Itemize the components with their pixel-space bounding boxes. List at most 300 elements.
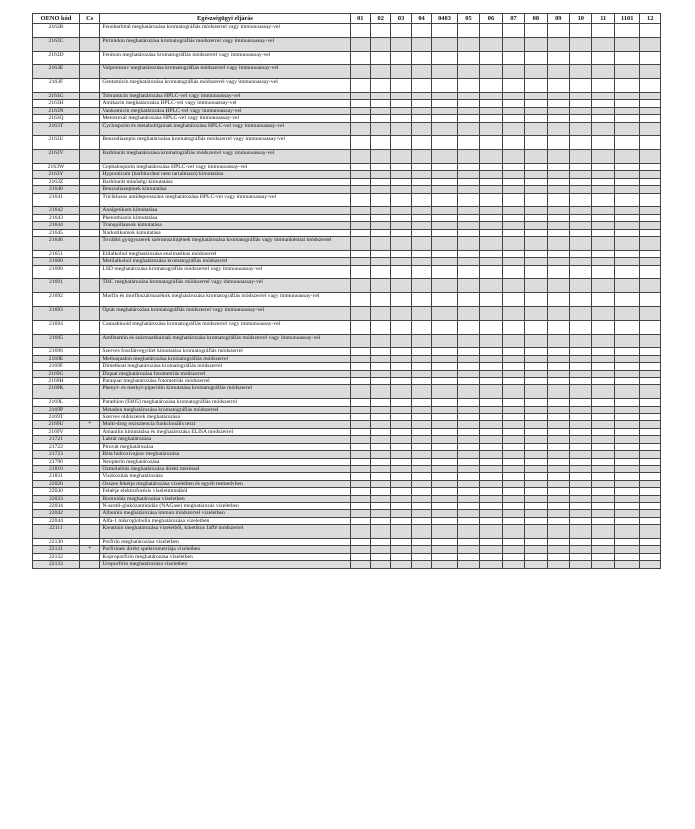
procedure-code: 22132 [33,553,80,560]
procedure-code: 2163W [33,164,80,171]
specialty-cell-02 [370,480,390,487]
specialty-cell-10 [570,355,592,362]
specialty-cell-06 [480,436,502,443]
specialty-cell-09 [547,502,569,509]
specialty-cell-07 [502,250,524,257]
specialty-cell-1101 [614,385,640,399]
procedure-code: 22111 [33,525,80,539]
specialty-cell-1101 [614,279,640,293]
specialty-cell-08 [525,517,547,524]
specialty-cell-01 [350,385,370,399]
specialty-cell-05 [457,229,479,236]
procedure-code: 22033 [33,495,80,502]
specialty-cell-06 [480,443,502,450]
specialty-cell-02 [370,458,390,465]
specialty-cell-05 [457,443,479,450]
specialty-cell-0403 [432,115,458,122]
specialty-cell-09 [547,355,569,362]
specialty-cell-0403 [432,538,458,545]
table-row [33,207,661,214]
specialty-cell-09 [547,488,569,495]
specialty-cell-10 [570,428,592,435]
specialty-cell-06 [480,538,502,545]
procedure-description: Vankomicin meghatározása HPLC-vel vagy immunoassay-vel [100,107,350,114]
specialty-cell-04 [411,517,431,524]
table-row [33,561,661,568]
specialty-cell-07 [502,525,524,539]
specialty-cell-04 [411,100,431,107]
specialty-cell-05 [457,502,479,509]
specialty-cell-12 [640,428,661,435]
specialty-cell-12 [640,115,661,122]
specialty-cell-06 [480,348,502,355]
specialty-cell-05 [457,265,479,279]
specialty-cell-12 [640,465,661,472]
table-row [33,37,661,51]
specialty-cell-09 [547,320,569,334]
specialty-cell-06 [480,334,502,348]
specialty-cell-05 [457,421,479,428]
procedure-description: Diquat meghatározása fotometriás módszerrel [100,370,350,377]
specialty-cell-08 [525,193,547,207]
specialty-cell-03 [391,488,411,495]
cs-marker [79,525,99,539]
specialty-cell-11 [592,122,614,136]
specialty-cell-02 [370,250,390,257]
specialty-cell-02 [370,258,390,265]
specialty-cell-11 [592,214,614,221]
specialty-cell-1101 [614,214,640,221]
specialty-cell-12 [640,517,661,524]
specialty-cell-03 [391,265,411,279]
procedure-code: 22020 [33,480,80,487]
header-specialty-03: 03 [391,14,411,24]
specialty-cell-1101 [614,517,640,524]
header-specialty-05: 05 [457,14,479,24]
specialty-cell-05 [457,279,479,293]
specialty-cell-05 [457,561,479,568]
specialty-cell-01 [350,378,370,385]
specialty-cell-02 [370,222,390,229]
header-specialty-02: 02 [370,14,390,24]
specialty-cell-12 [640,553,661,560]
specialty-cell-06 [480,115,502,122]
specialty-cell-08 [525,458,547,465]
specialty-cell-03 [391,510,411,517]
specialty-cell-04 [411,428,431,435]
specialty-cell-03 [391,100,411,107]
procedure-code: 2163U [33,136,80,150]
specialty-cell-1101 [614,37,640,51]
specialty-cell-12 [640,79,661,93]
specialty-cell-01 [350,495,370,502]
specialty-cell-12 [640,107,661,114]
specialty-cell-02 [370,171,390,178]
specialty-cell-12 [640,436,661,443]
procedure-code: 21723 [33,451,80,458]
specialty-cell-07 [502,79,524,93]
specialty-cell-07 [502,334,524,348]
specialty-cell-08 [525,178,547,185]
specialty-cell-10 [570,436,592,443]
table-row [33,428,661,435]
specialty-cell-04 [411,436,431,443]
specialty-cell-03 [391,237,411,251]
procedure-code: 21642 [33,207,80,214]
procedure-code: 22133 [33,561,80,568]
specialty-cell-11 [592,546,614,553]
specialty-cell-1101 [614,465,640,472]
specialty-cell-05 [457,136,479,150]
table-row [33,436,661,443]
specialty-cell-03 [391,334,411,348]
procedure-description: Cannabinoid meghatározása kromatográfiás módszerrel vagy immunoassay-vel [100,320,350,334]
specialty-cell-0403 [432,207,458,214]
cs-marker [79,385,99,399]
specialty-cell-09 [547,171,569,178]
cs-marker [79,92,99,99]
procedure-description: Gentamicin meghatározása kromatográfiás módszerrel vagy immunoassay-vel [100,79,350,93]
specialty-cell-10 [570,334,592,348]
header-cs: Cs [79,14,99,24]
specialty-cell-1101 [614,502,640,509]
specialty-cell-09 [547,229,569,236]
specialty-cell-1101 [614,100,640,107]
specialty-cell-11 [592,473,614,480]
specialty-cell-06 [480,24,502,38]
specialty-cell-10 [570,473,592,480]
procedure-description: Alfa-1 mikroglobulin meghatározása vizeletben [100,517,350,524]
procedure-code: 21646 [33,237,80,251]
procedure-code: 2169T [33,414,80,421]
specialty-cell-05 [457,348,479,355]
table-row [33,164,661,171]
header-specialty-09: 09 [547,14,569,24]
procedure-description: Metadon meghatározása kromatográfiás módszerrel [100,406,350,413]
specialty-cell-1101 [614,553,640,560]
procedure-description: Cephalosporin meghatározása HPLC-vel vagy immunoassay-vel [100,164,350,171]
specialty-cell-10 [570,488,592,495]
specialty-cell-04 [411,122,431,136]
specialty-cell-09 [547,193,569,207]
specialty-cell-03 [391,207,411,214]
procedure-code: 2169K [33,385,80,399]
procedure-code: 2169V [33,428,80,435]
procedure-description: Fenobarbitál meghatározása kromatográfiás módszerrel vagy immunoassay-vel [100,24,350,38]
specialty-cell-02 [370,186,390,193]
cs-marker [79,334,99,348]
specialty-cell-09 [547,406,569,413]
specialty-cell-11 [592,414,614,421]
specialty-cell-06 [480,561,502,568]
specialty-cell-07 [502,510,524,517]
specialty-cell-04 [411,307,431,321]
specialty-cell-10 [570,525,592,539]
specialty-cell-12 [640,355,661,362]
cs-marker [79,24,99,38]
specialty-cell-06 [480,51,502,65]
procedure-description: Kreatinin meghatározása vizeletből, kinetikus Jaffé módszerrel [100,525,350,539]
cs-marker [79,355,99,362]
specialty-cell-0403 [432,525,458,539]
specialty-cell-11 [592,51,614,65]
specialty-cell-04 [411,538,431,545]
specialty-cell-12 [640,171,661,178]
specialty-cell-02 [370,421,390,428]
specialty-cell-03 [391,406,411,413]
procedure-table-sheet [32,13,661,569]
specialty-cell-02 [370,150,390,164]
procedure-description: Fehérje elektroforézis vizeletmintából [100,488,350,495]
specialty-cell-02 [370,385,390,399]
specialty-cell-05 [457,399,479,406]
specialty-cell-04 [411,229,431,236]
specialty-cell-09 [547,51,569,65]
specialty-cell-08 [525,250,547,257]
specialty-cell-06 [480,480,502,487]
specialty-cell-06 [480,502,502,509]
specialty-cell-1101 [614,171,640,178]
specialty-cell-11 [592,458,614,465]
specialty-cell-12 [640,24,661,38]
procedure-code: 22034 [33,502,80,509]
procedure-description: Tobramicin meghatározása HPLC-vel vagy immunoassay-vel [100,92,350,99]
specialty-cell-06 [480,65,502,79]
specialty-cell-05 [457,307,479,321]
specialty-cell-12 [640,51,661,65]
specialty-cell-03 [391,37,411,51]
specialty-cell-04 [411,320,431,334]
specialty-cell-11 [592,265,614,279]
specialty-cell-08 [525,222,547,229]
specialty-cell-1101 [614,443,640,450]
specialty-cell-09 [547,258,569,265]
specialty-cell-07 [502,502,524,509]
specialty-cell-08 [525,51,547,65]
specialty-cell-03 [391,79,411,93]
specialty-cell-04 [411,355,431,362]
specialty-cell-07 [502,451,524,458]
procedure-description: Narkotikumok kimutatása [100,229,350,236]
specialty-cell-07 [502,436,524,443]
specialty-cell-01 [350,421,370,428]
specialty-cell-05 [457,92,479,99]
specialty-cell-05 [457,150,479,164]
specialty-cell-0403 [432,222,458,229]
specialty-cell-08 [525,136,547,150]
specialty-cell-12 [640,546,661,553]
specialty-cell-06 [480,222,502,229]
cs-marker [79,561,99,568]
procedure-description: Neopterin meghatározása [100,458,350,465]
specialty-cell-02 [370,136,390,150]
specialty-cell-08 [525,525,547,539]
table-row [33,107,661,114]
specialty-cell-0403 [432,421,458,428]
specialty-cell-11 [592,250,614,257]
specialty-cell-0403 [432,122,458,136]
procedure-description: Koproporfirin meghatározása vizeletben [100,553,350,560]
specialty-cell-01 [350,37,370,51]
procedure-code: 22131 [33,546,80,553]
specialty-cell-1101 [614,378,640,385]
table-row [33,237,661,251]
specialty-cell-10 [570,502,592,509]
specialty-cell-04 [411,451,431,458]
specialty-cell-04 [411,178,431,185]
specialty-cell-07 [502,428,524,435]
procedure-code: 2163C [33,37,80,51]
table-row [33,538,661,545]
specialty-cell-09 [547,443,569,450]
specialty-cell-03 [391,443,411,450]
table-row [33,258,661,265]
specialty-cell-02 [370,207,390,214]
specialty-cell-08 [525,510,547,517]
specialty-cell-06 [480,517,502,524]
specialty-cell-04 [411,186,431,193]
specialty-cell-11 [592,100,614,107]
cs-marker [79,465,99,472]
table-row [33,178,661,185]
specialty-cell-03 [391,465,411,472]
specialty-cell-11 [592,237,614,251]
specialty-cell-04 [411,51,431,65]
specialty-cell-10 [570,458,592,465]
specialty-cell-09 [547,363,569,370]
procedure-description: Valproinsav meghatározása kromatográfiás módszerrel vagy immunoassay-vel [100,65,350,79]
specialty-cell-06 [480,488,502,495]
specialty-cell-06 [480,92,502,99]
specialty-cell-11 [592,24,614,38]
cs-marker [79,214,99,221]
specialty-cell-11 [592,488,614,495]
specialty-cell-08 [525,553,547,560]
specialty-cell-02 [370,414,390,421]
specialty-cell-08 [525,265,547,279]
cs-marker [79,399,99,406]
procedure-description: THC meghatározása kromatográfiás módszerrel vagy immunoassay-vel [100,279,350,293]
specialty-cell-09 [547,546,569,553]
specialty-cell-05 [457,171,479,178]
procedure-description: Porfirinek direkt spektrometriája vizeletben [100,546,350,553]
specialty-cell-08 [525,307,547,321]
specialty-cell-02 [370,320,390,334]
procedure-description: Összes fehérje meghatározása vizeletben és egyéb testnedvben [100,480,350,487]
specialty-cell-08 [525,378,547,385]
specialty-cell-1101 [614,92,640,99]
specialty-cell-01 [350,538,370,545]
specialty-cell-10 [570,378,592,385]
table-row [33,222,661,229]
specialty-cell-12 [640,279,661,293]
specialty-cell-05 [457,79,479,93]
specialty-cell-08 [525,37,547,51]
specialty-cell-06 [480,178,502,185]
specialty-cell-05 [457,451,479,458]
specialty-cell-12 [640,538,661,545]
cs-marker [79,320,99,334]
cs-marker [79,451,99,458]
specialty-cell-03 [391,92,411,99]
specialty-cell-01 [350,320,370,334]
specialty-cell-10 [570,370,592,377]
specialty-cell-06 [480,473,502,480]
specialty-cell-07 [502,150,524,164]
table-row [33,451,661,458]
specialty-cell-09 [547,100,569,107]
specialty-cell-11 [592,171,614,178]
specialty-cell-09 [547,465,569,472]
procedure-description: Ozmolalitás meghatározása direkt méréssel [100,465,350,472]
specialty-cell-08 [525,465,547,472]
specialty-cell-01 [350,214,370,221]
table-row [33,378,661,385]
specialty-cell-04 [411,348,431,355]
specialty-cell-1101 [614,320,640,334]
specialty-cell-04 [411,214,431,221]
table-row [33,546,661,553]
specialty-cell-06 [480,553,502,560]
specialty-cell-02 [370,495,390,502]
cs-marker [79,250,99,257]
specialty-cell-07 [502,51,524,65]
specialty-cell-10 [570,279,592,293]
specialty-cell-11 [592,399,614,406]
specialty-cell-10 [570,510,592,517]
specialty-cell-02 [370,546,390,553]
procedure-code: 22130 [33,538,80,545]
specialty-cell-03 [391,214,411,221]
specialty-cell-10 [570,385,592,399]
table-row [33,495,661,502]
header-specialty-1101: 1101 [614,14,640,24]
specialty-cell-1101 [614,421,640,428]
specialty-cell-06 [480,458,502,465]
specialty-cell-02 [370,436,390,443]
specialty-cell-01 [350,480,370,487]
table-row [33,406,661,413]
specialty-cell-11 [592,502,614,509]
specialty-cell-11 [592,107,614,114]
specialty-cell-09 [547,334,569,348]
specialty-cell-07 [502,385,524,399]
specialty-cell-10 [570,320,592,334]
specialty-cell-0403 [432,250,458,257]
table-body [33,24,661,569]
specialty-cell-1101 [614,525,640,539]
procedure-description: Morfin és morfinszármazékok meghatározása kromatográfiás módszerrel vagy immunoassay-vel [100,293,350,307]
specialty-cell-10 [570,24,592,38]
specialty-cell-1101 [614,178,640,185]
specialty-cell-07 [502,473,524,480]
specialty-cell-08 [525,164,547,171]
table-row [33,465,661,472]
specialty-cell-09 [547,24,569,38]
specialty-cell-11 [592,293,614,307]
specialty-cell-05 [457,222,479,229]
specialty-cell-10 [570,250,592,257]
specialty-cell-12 [640,370,661,377]
specialty-cell-06 [480,279,502,293]
specialty-cell-11 [592,480,614,487]
procedure-description: Hypnoticum (barbiturátot nem tartalmazó) kimutatása [100,171,350,178]
specialty-cell-06 [480,100,502,107]
specialty-cell-1101 [614,355,640,362]
specialty-cell-03 [391,495,411,502]
procedure-code: 2169U [33,421,80,428]
specialty-cell-12 [640,348,661,355]
